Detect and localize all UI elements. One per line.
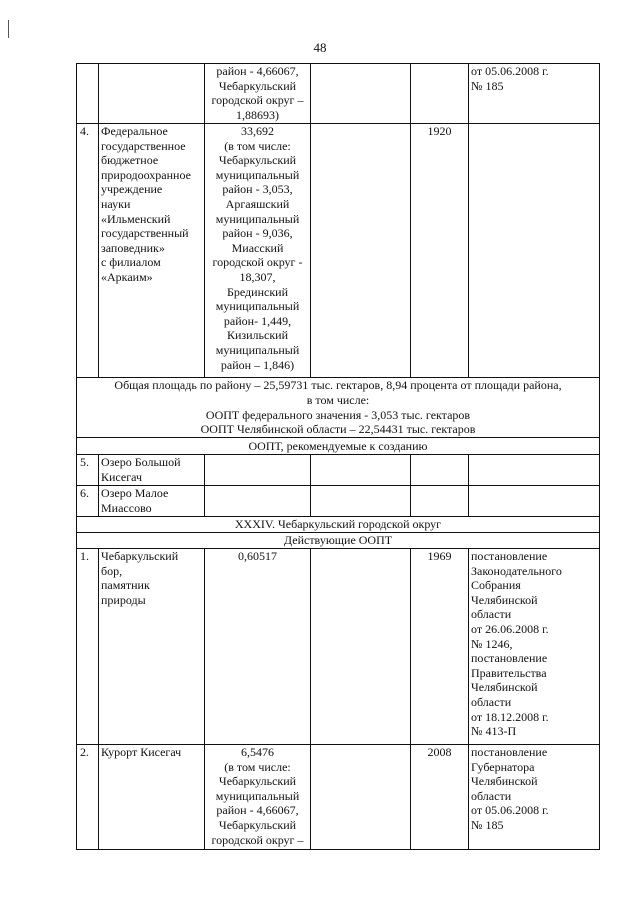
- area-extra: [311, 549, 411, 745]
- area-extra: [311, 64, 411, 124]
- area-document: постановление Губернатора Челябинской области от 05.06.2008 г. № 185: [469, 745, 600, 850]
- row-number: 6.: [77, 486, 99, 517]
- empty-cell: [205, 486, 311, 517]
- area-year: 1920: [411, 124, 469, 378]
- area-name: Чебаркульский бор, памятник природы: [99, 549, 205, 745]
- page-number: 48: [313, 40, 327, 55]
- section-header: [77, 517, 600, 533]
- area-extra: [311, 745, 411, 850]
- area-year: 2008: [411, 745, 469, 850]
- summary-total: Общая площадь по району – 25,59731 тыс. гектаров, 8,94 процента от площади района,: [114, 378, 562, 393]
- area-size: район - 4,66067, Чебаркульский городской округ – 1,88693): [205, 64, 311, 124]
- area-year: [411, 64, 469, 124]
- table-row: [77, 124, 600, 378]
- empty-cell: [205, 455, 311, 486]
- row-number: [77, 64, 99, 124]
- section-header: [77, 533, 600, 549]
- empty-cell: [311, 486, 411, 517]
- district-summary: [77, 378, 600, 438]
- table-row: [77, 64, 600, 124]
- area-name: [99, 64, 205, 124]
- empty-cell: [469, 486, 600, 517]
- recommended-header: ООПТ, рекомендуемые к созданию: [77, 438, 600, 455]
- table-row: [77, 549, 600, 745]
- row-number: 1.: [77, 549, 99, 745]
- area-document: от 05.06.2008 г. № 185: [469, 64, 600, 124]
- area-document: постановление Законодательного Собрания Челябинской области от 26.06.2008 г. № 1246, постановление Правительства Челябинской области от 18.12.2008 г. № 413-П: [469, 549, 600, 745]
- district-header: XXXIV. Чебаркульский городской округ: [77, 517, 600, 533]
- table-row: [77, 455, 600, 486]
- active-header: Действующие ООПТ: [77, 533, 600, 549]
- summary-federal: ООПТ федерального значения - 3,053 тыс. гектаров: [205, 407, 471, 422]
- area-name: Озеро Малое Миассово: [99, 486, 205, 517]
- row-number: 5.: [77, 455, 99, 486]
- empty-cell: [411, 486, 469, 517]
- protected-areas-table: [76, 63, 600, 850]
- area-size: 33,692 (в том числе: Чебаркульский муниципальный район - 3,053, Аргаяшский муниципальный район - 9,036, Миасский городской округ - 18,307, Брединский муниципальный район- 1,449, Кизильский муниципальный район – 1,846): [205, 124, 311, 378]
- scan-edge-mark: [8, 20, 9, 38]
- empty-cell: [311, 455, 411, 486]
- table-row: [77, 486, 600, 517]
- summary-including: в том числе:: [306, 392, 370, 407]
- empty-cell: [411, 455, 469, 486]
- area-name: Федеральное государственное бюджетное природоохранное учреждение науки «Ильменский государственный заповедник» с филиалом «Аркаим»: [99, 124, 205, 378]
- row-number: 2.: [77, 745, 99, 850]
- row-number: 4.: [77, 124, 99, 378]
- summary-regional: ООПТ Челябинской области – 22,54431 тыс. гектаров: [200, 422, 476, 437]
- empty-cell: [469, 455, 600, 486]
- area-document: [469, 124, 600, 378]
- area-size: 6,5476 (в том числе: Чебаркульский муниципальный район - 4,66067, Чебаркульский городской округ –: [205, 745, 311, 850]
- area-name: Курорт Кисегач: [99, 745, 205, 850]
- area-year: 1969: [411, 549, 469, 745]
- area-extra: [311, 124, 411, 378]
- area-size: 0,60517: [205, 549, 311, 745]
- section-header: [77, 438, 600, 455]
- table-row: [77, 745, 600, 850]
- area-name: Озеро Большой Кисегач: [99, 455, 205, 486]
